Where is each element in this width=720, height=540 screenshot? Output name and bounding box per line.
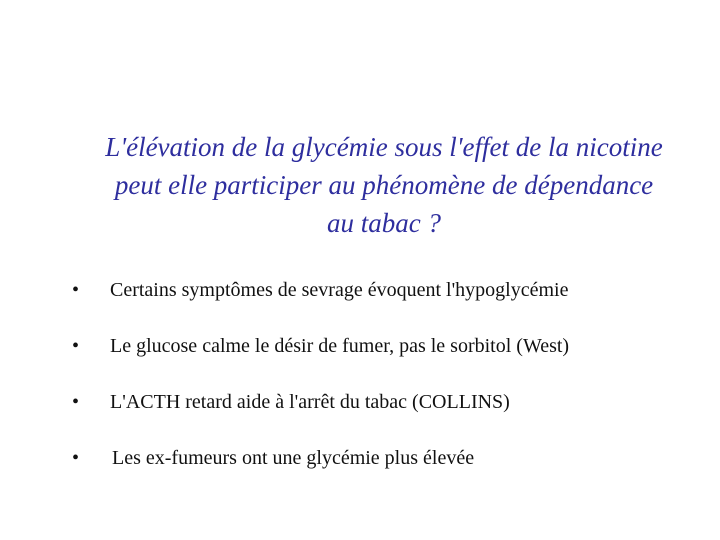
- bullet-text: Le glucose calme le désir de fumer, pas le sorbitol (West): [110, 335, 570, 357]
- bullet-list: [72, 268, 712, 492]
- bullet-item-glucose-craving: [72, 324, 712, 380]
- bullet-text: Les ex-fumeurs ont une glycémie plus élevée: [112, 447, 475, 469]
- slide-title: L'élévation de la glycémie sous l'effet de la nicotine peut elle participer au phénomène de dépendance au tabac ?: [105, 132, 663, 238]
- bullet-icon: •: [72, 279, 80, 301]
- bullet-text: L'ACTH retard aide à l'arrêt du tabac (COLLINS): [110, 391, 510, 413]
- bullet-icon: •: [72, 391, 80, 413]
- bullet-icon: •: [72, 335, 80, 357]
- bullet-item-ex-smokers-glycemia: [72, 436, 712, 492]
- bullet-icon: •: [72, 447, 80, 469]
- bullet-item-withdrawal-symptoms: [72, 268, 712, 324]
- bullet-text: Certains symptômes de sevrage évoquent l'hypoglycémie: [110, 279, 569, 301]
- bullet-item-acth-cessation: [72, 380, 712, 436]
